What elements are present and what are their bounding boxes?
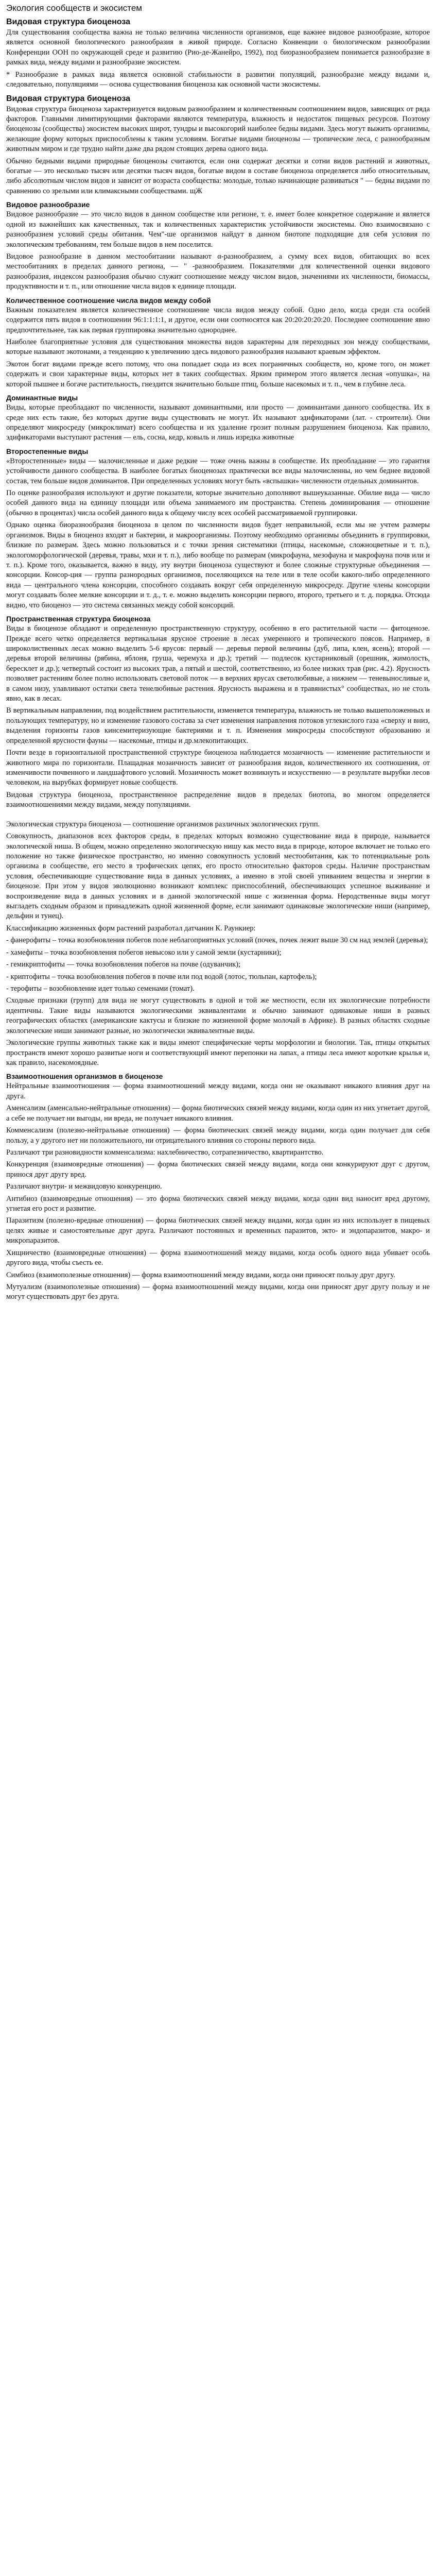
section-heading: Второстепенные виды bbox=[6, 447, 89, 455]
paragraph: Почти везде в горизонтальной пространственной структуре биоценоза наблюдается мозаичность — изменение растительности и животного мира по горизонтали. Плащадная мозаичность зависит от разнообразия видов, количественного их соотношения, от изменчивости почвенного и ландшафтового условий. Мозаичность может возникнуть и искусственно — в результате вырубки лесов человеком, на вырубках формирует новые сообществ. bbox=[6, 749, 430, 787]
paragraph: Нейтральные взаимоотношения — форма взаимоотношений между видами, когда они не оказывают никакого влияния друг на друга. bbox=[6, 1082, 430, 1100]
paragraph: Сходные признаки (групп) для вида не могут существовать в одной и той же местности, если их экологические потребности идентичны. Такие виды называются экологическими эквивалентами и обычно занимают одинаковые ниши в разных географических областях (американские кактусы и близкие по жизненной форме молочай в Африке). В разных областях сходные экологические ниши занимают разные, но экологически эквивалентные виды. bbox=[6, 996, 430, 1035]
paragraph: Различают три разновидности комменсализма: нахлебничество, сотрапезничество, квартирантство. bbox=[6, 1148, 324, 1157]
paragraph: Виды, которые преобладают по численности, называют доминантными, или просто — доминантами данного сообщества. Их в среде них есть такие, без которых другие виды существовать не могут. Их называют эдификаторами (лат. - строители). Они определяют микросреду (микроклимат) всего сообщества и их удаление грозит полным разрушением биоценоза. Как правило, эдификаторами выступают растения — ель, сосна, кедр, ковыль и лишь изредка животные bbox=[6, 403, 430, 442]
section-heading: Количественное соотношение числа видов между собой bbox=[6, 296, 211, 304]
paragraph: Различают внутри- и межвидовую конкуренцию. bbox=[6, 1182, 162, 1191]
paragraph: Однако оценка биоразнообразия биоценоза в целом по численности видов будет неправильной, если мы не учтем размеры организмов. Виды в биоценоз входят и бактерии, и макроорганизмы. Поэтому необходимо организмы объединить в группировки, близкие по размерам. Здесь можно пользоваться и с точки зрения систематики (птицы, насекомые, сложноцветные и т. п.), экологоморфологической (деревья, травы, мхи и т. п.), либо вообще по размерам (микрофауна, мезофауна и макрофауна почв или и т. п.). Кроме того, оказывается, важно в виду, эту внутри биоценоза существуют и более сложные структурные объединения — консорции. Консор-ция — группа разнородных организмов, поселяющихся на теле или в теле особи какого-либо определенного вида — центрального члена консорции, способного создавать вокруг себя определенную микросреду. Другие члены консорции могут создавать более мелкие консорции и т. д., т. е. можно выделить консорции первого, второго, третьего и т. д. порядка. Отсюда видно, что биоценоз — это система связанных между собой консорций. bbox=[6, 521, 430, 609]
paragraph: Комменсализм (полезно-нейтральные отношения) — форма биотических связей между видами, когда один получает для себя пользу, а у другого нет ни положительного, ни отрицательного влияния со стороны первого вида. bbox=[6, 1126, 430, 1145]
paragraph: Паразитизм (полезно-вредные отношения) — форма биотических связей между видами, когда один из них использует в пищевых целях живые и самостоятельные друг друга. Различают постоянных и временных паразитов, экто- и эндопаразитов, макро- и микропаразитов. bbox=[6, 1216, 430, 1245]
section-heading: Видовая структура биоценоза bbox=[6, 18, 130, 26]
paragraph: * Разнообразие в рамках вида является основной стабильности в развитии популяций, разнообразие между видами и, следовательно, популяциями — основа существования биоценоза как основной части экосистемы. bbox=[6, 70, 430, 89]
paragraph: - фанерофиты – точка возобновления побегов поле неблагоприятных условий (почек, почек лежит выше 30 см над землей (деревья); bbox=[6, 936, 428, 945]
section-heading: Доминантные виды bbox=[6, 394, 78, 402]
paragraph: Видовая структура биоценоза характеризуется видовым разнообразием и количественным соотношением видов, зависящих от ряда факторов. Главными лимитирующими факторами являются температура, влажность и недостаток пищевых ресурсов. Поэтому биоценозы (сообщества) экосистем высоких широт, тундры и высокогорий наиболее бедны видами. Здесь могут выжить организмы, желающие форму которых приспособлены к таким условиям. Богатые видами биоценозы — тропические леса, с разнообразным животным миром и где трудно найти даже два рядом стоящих дерева одного вида. bbox=[6, 105, 430, 154]
section-heading: Видовое разнообразие bbox=[6, 200, 90, 209]
section-gap bbox=[6, 812, 430, 820]
section-heading: Пространственная структура биоценоза bbox=[6, 615, 151, 623]
page-title: Экология сообществ и экосистем bbox=[6, 3, 142, 13]
paragraph: По оценке разнообразия используют и другие показатели, которые значительно дополняют вышеуказанные. Обилие вида — число особей данного вида на единицу площади или объема занимаемого им пространства. Степень доминирования — отношение (обычно в процентах) числа особей данного вида к общему числу всех особей рассматриваемой группировки. bbox=[6, 489, 430, 517]
paragraph: Для существования сообщества важна не только величина численности организмов, еще важнее видовое разнообразие, которое является основной биологического разнообразия в живой природе. Согласно Конвенции о биологическом разнообразии Конференции ООН по окружающей среде и развитию (Рио-де-Жанейро, 1992), под биоразнообразием понимается разнообразие в рамках вида, между видами и разнообразие экосистем. bbox=[6, 28, 430, 67]
paragraph: Классификацию жизненных форм растений разработал датчанин К. Раункиер: bbox=[6, 924, 256, 933]
section-heading: Видовая структура биоценоза bbox=[6, 94, 130, 103]
paragraph: Наиболее благоприятные условия для существования множества видов характерны для переходных зон между сообществами, которые называют экотонами, а тенденцию к увеличению здесь видового разнообразия называют краевым эффектом. bbox=[6, 337, 430, 357]
paragraph: Экотон богат видами прежде всего потому, что она попадает сюда из всех пограничных сообществ, но, кроме того, он может содержать и свои характерные виды, которых нет в таких сообществах. Ярким примером этого является лесная «опушка», на которой пышнее и богаче растительность, гнездится значительно больше птиц, больше насекомых и т. п., чем в глубине леса. bbox=[6, 360, 430, 388]
paragraph: Обычно бедными видами природные биоценозы считаются, если они содержат десятки и сотни видов растений и животных, богатые — это несколько тысяч или десятки тысяч видов, богатые видом в составе биоценоза определяется либо относительным, либо абсолютным числом видов и зависит от возраста сообщества: молодые, только начинающие развиваться " — бедны видами по сравнению со зрелыми или климаксными сообществами. щЖ bbox=[6, 157, 430, 195]
paragraph: Видовое разнообразие в данном местообитании называют α-разнообразием, а сумму всех видов, обитающих во всех местообитаниях в пределах данного региона, — " -разнообразием. Показателями для количественной оценки видового разнообразия, индексом разнообразия обычно служит соотношение между числом видов, значениями их численности, биомассы, продуктивности и т. п., или отношение числа видов к единице площади. bbox=[6, 252, 430, 291]
paragraph: - криптофиты – точка возобновления побегов в почве или под водой (лотос, тюльпан, картофель); bbox=[6, 972, 317, 981]
sections-container bbox=[6, 18, 430, 1302]
section-heading: Взаимоотношения организмов в биоценозе bbox=[6, 1072, 163, 1081]
paragraph: Совокупность, диапазонов всех факторов среды, в пределах которых возможно существование вида в природе, называется экологической ниша. В общем, можно определенно экологическую нишу как место вида в природе, которое включает не только его положение но также физическое пространство, но именно совокупность условий местообитания, как то потенциальные роль организма в сообществе, его место в трофических цепях, его просто относительно факторов среды. Наличие пространствам условия, обеспечивающие существование вида в данных условиях, а именно в этой своей упиванием вещества и энергии в биоценозе. При этом у видов эволюционно возникают комплекс приспособлений, обеспечивающих успешное выживание и воспроизведение вида в данных условиях и в данной экологической нише с жизненная форма. Неродственные виды могут выгладеть сходным образом и принадлежать одной жизненной форме, если занимают одинаковые экологические ниши (например, дельфин и тунец). bbox=[6, 832, 430, 921]
paragraph: Экологические группы животных также как и виды имеют специфические черты морфологии и биологии. Так, птицы открытых пространств имеют хорошо развитые ноги и соответствующий имеют перепонки на лапах, а птицы леса имеют короткие крылья и, как правило, насекомоядные. bbox=[6, 1039, 430, 1067]
paragraph: Симбиоз (взаимополезные отношения) — форма взаимоотношений между видами, когда они приносят пользу друг другу. bbox=[6, 1270, 395, 1279]
paragraph: - гемикриптофиты — точка возобновления побегов на почве (одуванчик); bbox=[6, 960, 240, 969]
paragraph: В вертикальным направлении, под воздействием растительности, изменяется температура, влажность не только вышеположенных и пользующих температуру, но и изменение газового состава за счет изменения направления потоков углекислого газа «сверху и вниз, выделения горизонты газов кинсемитеризующие бактериями и т. п. Изменения микросреды способствуют образованию и определенной ярусности фауны — насекомые, птицы и др.млекопитающих. bbox=[6, 706, 430, 745]
paragraph: Видовая структура биоценоза, пространственное распределение видов в пределах биотопа, во многом определяется взаимоотношениями между видами, между популяциями. bbox=[6, 790, 430, 809]
paragraph: - терофиты – возобновление идет только семенами (томат). bbox=[6, 985, 195, 993]
paragraph: Хищничество (взаимовредные отношения) — форма взаимоотношений между видами, когда особь одного вида убивает особь другого вида, чтобы съесть ее. bbox=[6, 1248, 430, 1267]
paragraph: Мутуализм (взаимополезные отношения) — форма взаимоотношений между видами, когда они приносят друг другу пользу и не могут существовать друг без друга. bbox=[6, 1282, 430, 1301]
paragraph: Аменсализм (аменсально-нейтральные отношения) — форма биотических связей между видами, когда один из них угнетает другой, а себе не получает ни выгоды, ни вреда, не получает никакого влияния. bbox=[6, 1104, 430, 1123]
paragraph: Антибиоз (взаимовредные отношения) — это форма биотических связей между видами, когда один вид наносит вред другому, угнетая его рост и развитие. bbox=[6, 1194, 430, 1213]
paragraph: Важным показателем является количественное соотношение числа видов между собой. Одно дело, когда среди ста особей содержится пять видов в соотношении 96:1:1:1:1, и другое, если они соотносятся как 20:20:20:20:20. Последнее соотношение явно предпочтительнее, так как первая группировка значительно однороднее. bbox=[6, 306, 430, 334]
paragraph: Конкуренция (взаимовредные отношения) — форма биотических связей между видами, когда они конкурируют друг с другом, принося друг другу вред. bbox=[6, 1160, 430, 1179]
paragraph: «Второстепенные» виды — малочисленные и даже редкие — тоже очень важны в сообществе. Их преобладание — это гарантия устойчивости данного сообщества. В наиболее богатых биоценозах практически все виды малочисленны, но чем беднее видовой состав, тем больше видов доминантов. При определенных условиях могут быть «вспышки» численности отдельных доминантов. bbox=[6, 456, 430, 485]
paragraph: Экологическая структура биоценоза — соотношение организмов различных экологических групп. bbox=[6, 820, 320, 828]
paragraph: Видовое разнообразие — это число видов в данном сообществе или регионе, т. е. имеет более конкретное содержание и является одной из важнейших как качественных, так и количественных характеристик устойчивости экосистемы. Оно взаимосвязано с разнообразием условий среды обитания. Чем"-ше организмов найдут в данном биотопе подходящие для себя условия по экологическим требованиям, тем больше видов в нем поселится. bbox=[6, 210, 430, 249]
paragraph: - хамефиты – точка возобновления побегов невысоко или у самой земли (кустарники); bbox=[6, 948, 282, 957]
paragraph: Виды в биоценозе обладают и определенную пространственную структуру, особенно в его растительной части — фитоценозе. Прежде всего четко определяется вертикальная ярусное строение в лесах умеренного и тропического поясов. Например, в широколиственных лесах можно выделить 5-6 ярусов: первый — деревья первой величины (дуб, липа, клен, ясень); второй — деревья второй величины (рябина, яблоня, груша, черемуха и др.); третий — подлесок кустарниковый (орешник, жимолость, бересклет и др.); четвертый состоит из высоких трав, а пятый и шестой, соответственно, из более низких трав (рис. 4.2). Ярусность позволяет растениям более полно использовать световой поток — в верхних ярусах светолюбивые, а нижнем — теневыносливые и, в самом низу, улавливают остатки света тенелюбивые растения. Ярусность выражена и в травянистых° сообществах, но не столь явно, как в лесах. bbox=[6, 624, 430, 703]
